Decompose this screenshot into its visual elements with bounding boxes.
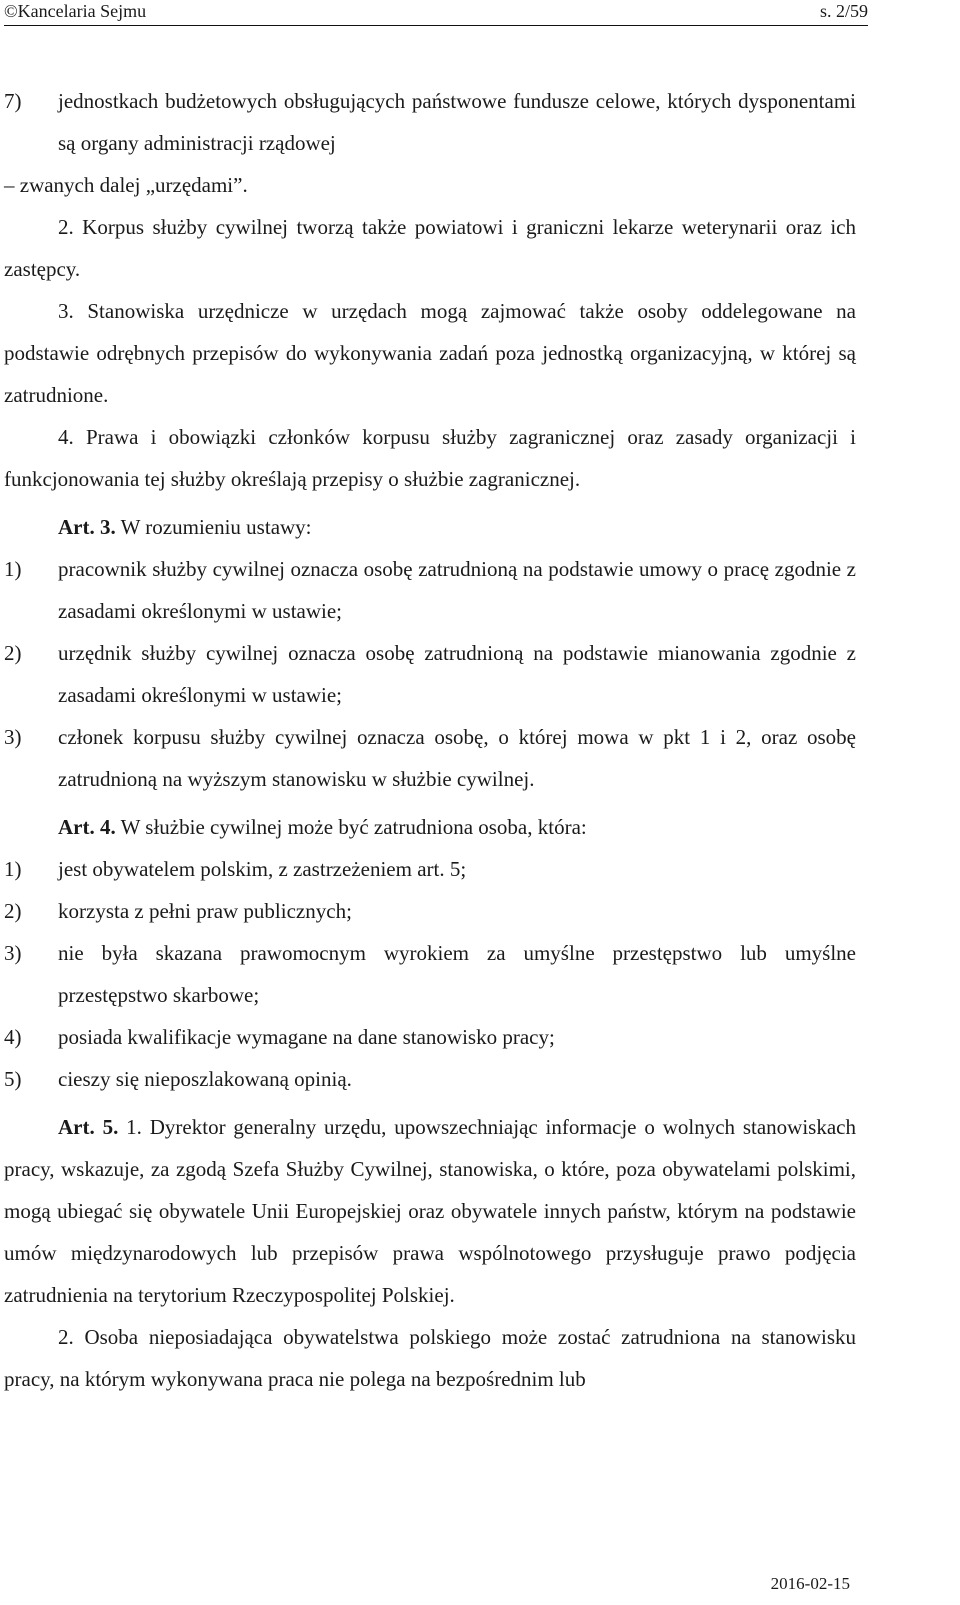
article-text: 1. Dyrektor generalny urzędu, upowszechniając informacje o wolnych stanowiskach pracy, wskazuje, za zgodą Szefa Służby Cywilnej, stanowiska, o które, poza obywatelami polskimi, mogą ubiegać się obywatele Unii Europejskiej oraz obywatele innych państw, którym na podstawie umów międzynarodowych lub przepisów prawa wspólnotowego przysługuje prawo podjęcia zatrudnienia na terytorium Rzeczypospolitej Polskiej. [4, 1115, 856, 1307]
article-4-heading [4, 806, 856, 848]
item-number: 7) [4, 89, 22, 113]
article-5-ust2: 2. Osoba nieposiadająca obywatelstwa polskiego może zostać zatrudniona na stanowisku pracy, na którym wykonywana praca nie polega na bezpośrednim lub [4, 1325, 856, 1391]
paragraph-ust3: 3. Stanowiska urzędnicze w urzędach mogą zajmować także osoby oddelegowane na podstawie odrębnych przepisów do wykonywania zadań poza jednostką organizacyjną, w której są zatrudnione. [4, 299, 856, 407]
list-item [4, 716, 856, 800]
list-item [4, 1016, 856, 1058]
item-text: cieszy się nieposzlakowaną opinią. [58, 1067, 352, 1091]
paragraph-zwanych: – zwanych dalej „urzędami”. [4, 173, 248, 197]
item-number: 5) [4, 1067, 22, 1091]
article-3-heading [4, 506, 856, 548]
document-body [4, 80, 856, 1400]
list-item [4, 890, 856, 932]
list-item [4, 848, 856, 890]
article-label: Art. 4. [58, 815, 116, 839]
item-text: członek korpusu służby cywilnej oznacza osobę, o której mowa w pkt 1 i 2, oraz osobę zatrudnioną na wyższym stanowisku w służbie cywilnej. [58, 725, 856, 791]
list-item [4, 548, 856, 632]
item-number: 3) [4, 725, 22, 749]
item-number: 2) [4, 899, 22, 923]
paragraph-ust4: 4. Prawa i obowiązki członków korpusu służby zagranicznej oraz zasady organizacji i funkcjonowania tej służby określają przepisy o służbie zagranicznej. [4, 425, 856, 491]
article-label: Art. 5. [58, 1115, 119, 1139]
header-page-number: s. 2/59 [819, 1, 868, 21]
article-5-ust1 [4, 1106, 856, 1316]
item-number: 1) [4, 857, 22, 881]
paragraph-ust2: 2. Korpus służby cywilnej tworzą także powiatowi i graniczni lekarze weterynarii oraz ich zastępcy. [4, 215, 856, 281]
item-text: nie była skazana prawomocnym wyrokiem za umyślne przestępstwo lub umyślne przestępstwo skarbowe; [58, 941, 856, 1007]
item-number: 4) [4, 1025, 22, 1049]
article-label: Art. 3. [58, 515, 116, 539]
item-text: jest obywatelem polskim, z zastrzeżeniem art. 5; [58, 857, 467, 881]
page-header [4, 0, 868, 26]
item-text: jednostkach budżetowych obsługujących państwowe fundusze celowe, których dysponentami są organy administracji rządowej [58, 89, 856, 155]
header-copyright: ©Kancelaria Sejmu [4, 1, 147, 21]
item-text: urzędnik służby cywilnej oznacza osobę zatrudnioną na podstawie mianowania zgodnie z zasadami określonymi w ustawie; [58, 641, 856, 707]
item-number: 1) [4, 557, 22, 581]
list-item [4, 80, 856, 164]
list-item [4, 932, 856, 1016]
footer-date: 2016-02-15 [770, 1574, 850, 1593]
item-text: pracownik służby cywilnej oznacza osobę zatrudnioną na podstawie umowy o pracę zgodnie z zasadami określonymi w ustawie; [58, 557, 856, 623]
list-item [4, 1058, 856, 1100]
item-number: 2) [4, 641, 22, 665]
article-intro: W rozumieniu ustawy: [115, 515, 312, 539]
article-intro: W służbie cywilnej może być zatrudniona osoba, która: [115, 815, 587, 839]
item-text: posiada kwalifikacje wymagane na dane stanowisko pracy; [58, 1025, 555, 1049]
item-text: korzysta z pełni praw publicznych; [58, 899, 352, 923]
list-item [4, 632, 856, 716]
item-number: 3) [4, 941, 22, 965]
